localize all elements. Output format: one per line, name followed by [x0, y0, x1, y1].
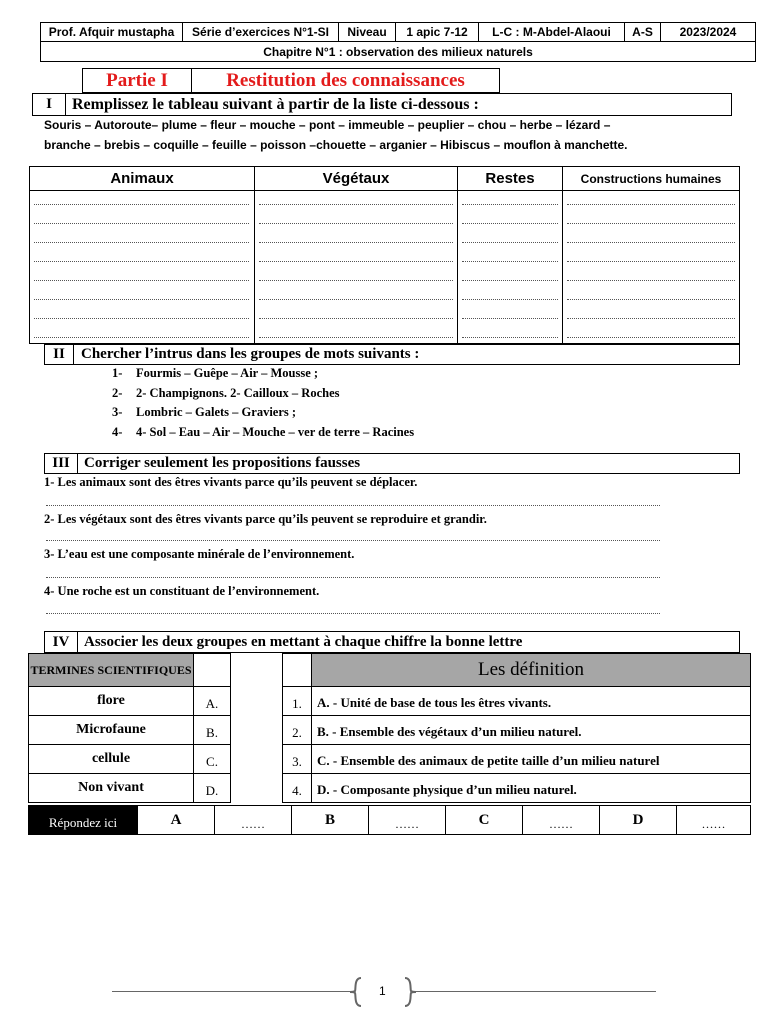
header-cell-as: A-S — [624, 22, 661, 42]
answer-dot-line[interactable] — [34, 337, 249, 338]
column-body-vegetaux — [254, 190, 458, 344]
correction-line-3[interactable] — [46, 577, 660, 578]
header-cell-year: 2023/2024 — [660, 22, 756, 42]
section3-title-box — [44, 453, 740, 474]
answer-letter-d: D — [599, 805, 677, 835]
header-cell-classe: 1 apic 7-12 — [395, 22, 479, 42]
column-body-animaux — [29, 190, 255, 344]
answer-dot-line[interactable] — [462, 318, 558, 319]
word-list-line2: branche – brebis – coquille – feuille – poisson –chouette – arganier – Hibiscus – mouflon à manchette. — [44, 138, 628, 152]
intrus-item: 1- Fourmis – Guêpe – Air – Mousse ; — [112, 366, 319, 380]
footer-line-right — [416, 991, 656, 992]
intrus-item: 2- 2- Champignons. 2- Cailloux – Roches — [112, 385, 340, 400]
answer-dot-line[interactable] — [567, 337, 735, 338]
answer-dot-line[interactable] — [259, 280, 453, 281]
intrus-item: 3- Lombric – Galets – Graviers ; — [112, 405, 297, 419]
letter-c: C. — [193, 744, 231, 774]
column-header-restes: Restes — [457, 166, 563, 191]
answer-blank-b[interactable]: …… — [368, 805, 446, 835]
number-4: 4. — [282, 773, 312, 803]
answer-dot-line[interactable] — [567, 223, 735, 224]
proposition-1: 1- Les animaux sont des êtres vivants parce qu’ils peuvent se déplacer. — [44, 475, 418, 489]
answer-dot-line[interactable] — [462, 337, 558, 338]
section1-title-box — [32, 93, 732, 116]
answer-dot-line[interactable] — [259, 318, 453, 319]
section4-title-box — [44, 631, 740, 653]
section4-number: IV — [45, 632, 78, 652]
number-2: 2. — [282, 715, 312, 745]
answer-dot-line[interactable] — [34, 318, 249, 319]
column-body-restes — [457, 190, 563, 344]
answer-dot-line[interactable] — [34, 223, 249, 224]
column-body-constructions — [562, 190, 740, 344]
proposition-4: 4- Une roche est un constituant de l’environnement. — [44, 584, 320, 598]
proposition-3: 3- L’eau est une composante minérale de l’environnement. — [44, 547, 355, 561]
answer-dot-line[interactable] — [34, 299, 249, 300]
answer-blank-c[interactable]: …… — [522, 805, 600, 835]
header-cell-serie: Série d’exercices N°1-SI — [182, 22, 339, 42]
header-cell-niveau: Niveau — [338, 22, 396, 42]
number-3: 3. — [282, 744, 312, 774]
answer-dot-line[interactable] — [259, 261, 453, 262]
answer-label: Répondez ici — [28, 805, 138, 835]
answer-dot-line[interactable] — [567, 261, 735, 262]
proposition-2: 2- Les végétaux sont des êtres vivants parce qu’ils peuvent se reproduire et grandir. — [44, 512, 487, 526]
definitions-header: Les définition — [311, 653, 751, 687]
answer-dot-line[interactable] — [259, 337, 453, 338]
terms-header: TERMINES SCIENTIFIQUES — [28, 653, 194, 687]
answer-dot-line[interactable] — [34, 204, 249, 205]
section3-title: Corriger seulement les propositions fausses — [84, 455, 361, 471]
correction-line-1[interactable] — [46, 505, 660, 506]
answer-dot-line[interactable] — [259, 242, 453, 243]
term-flore: flore — [28, 686, 194, 716]
column-header-constructions: Constructions humaines — [562, 166, 740, 191]
number-1: 1. — [282, 686, 312, 716]
answer-letter-b: B — [291, 805, 369, 835]
correction-line-2[interactable] — [46, 540, 660, 541]
sorting-table — [29, 166, 740, 344]
column-header-vegetaux: Végétaux — [254, 166, 458, 191]
answer-blank-d[interactable]: …… — [676, 805, 751, 835]
definition-a: A. - Unité de base de tous les êtres vivants. — [311, 686, 751, 716]
definition-d: D. - Composante physique d’un milieu naturel. — [311, 773, 751, 803]
answer-dot-line[interactable] — [462, 280, 558, 281]
answer-dot-line[interactable] — [462, 299, 558, 300]
header-cell-lycee: L-C : M-Abdel-Alaoui — [478, 22, 625, 42]
term-microfaune: Microfaune — [28, 715, 194, 745]
chapter-title: Chapitre N°1 : observation des milieux naturels — [40, 41, 756, 62]
answer-letter-c: C — [445, 805, 523, 835]
answer-dot-line[interactable] — [567, 242, 735, 243]
answer-dot-line[interactable] — [567, 299, 735, 300]
answer-dot-line[interactable] — [462, 261, 558, 262]
answer-dot-line[interactable] — [567, 204, 735, 205]
footer-line-left — [112, 991, 350, 992]
term-cellule: cellule — [28, 744, 194, 774]
section4-title: Associer les deux groupes en mettant à chaque chiffre la bonne lettre — [84, 633, 523, 650]
answer-dot-line[interactable] — [462, 242, 558, 243]
section2-number: II — [45, 345, 74, 364]
intrus-list — [112, 366, 414, 444]
answer-dot-line[interactable] — [34, 261, 249, 262]
definition-c: C. - Ensemble des animaux de petite taille d’un milieu naturel — [311, 744, 751, 774]
column-header-animaux: Animaux — [29, 166, 255, 191]
section1-title: Remplissez le tableau suivant à partir de la liste ci-dessous : — [72, 95, 479, 113]
answer-dot-line[interactable] — [567, 280, 735, 281]
definition-b: B. - Ensemble des végétaux d’un milieu naturel. — [311, 715, 751, 745]
header-cell-prof: Prof. Afquir mustapha — [40, 22, 183, 42]
answer-dot-line[interactable] — [462, 223, 558, 224]
answer-dot-line[interactable] — [259, 204, 453, 205]
part-label: Partie I — [83, 69, 192, 92]
letters-header — [193, 653, 231, 687]
part-box — [82, 68, 500, 93]
section2-title: Chercher l’intrus dans les groupes de mots suivants : — [81, 346, 420, 362]
answer-dot-line[interactable] — [259, 299, 453, 300]
answer-letter-a: A — [137, 805, 215, 835]
letter-a: A. — [193, 686, 231, 716]
correction-line-4[interactable] — [46, 613, 660, 614]
matching-table — [28, 653, 751, 836]
section2-title-box — [44, 344, 740, 365]
answer-dot-line[interactable] — [34, 242, 249, 243]
term-non-vivant: Non vivant — [28, 773, 194, 803]
section3-number: III — [45, 454, 78, 473]
header-table — [40, 22, 756, 62]
word-list-line1: Souris – Autoroute– plume – fleur – mouche – pont – immeuble – peuplier – chou – herbe – lézard – — [44, 118, 611, 132]
answer-dot-line[interactable] — [567, 318, 735, 319]
answer-dot-line[interactable] — [34, 280, 249, 281]
answer-dot-line[interactable] — [259, 223, 453, 224]
footer-brace-right-icon — [402, 977, 418, 1007]
section1-number: I — [33, 94, 66, 115]
letter-b: B. — [193, 715, 231, 745]
letter-d: D. — [193, 773, 231, 803]
footer-brace-left-icon — [348, 977, 364, 1007]
part-title: Restitution des connaissances — [226, 69, 465, 91]
answer-blank-a[interactable]: …… — [214, 805, 292, 835]
intrus-item: 4- 4- Sol – Eau – Air – Mouche – ver de terre – Racines — [112, 424, 415, 439]
numbers-header — [282, 653, 312, 687]
answer-dot-line[interactable] — [462, 204, 558, 205]
page-number: 1 — [379, 984, 386, 998]
